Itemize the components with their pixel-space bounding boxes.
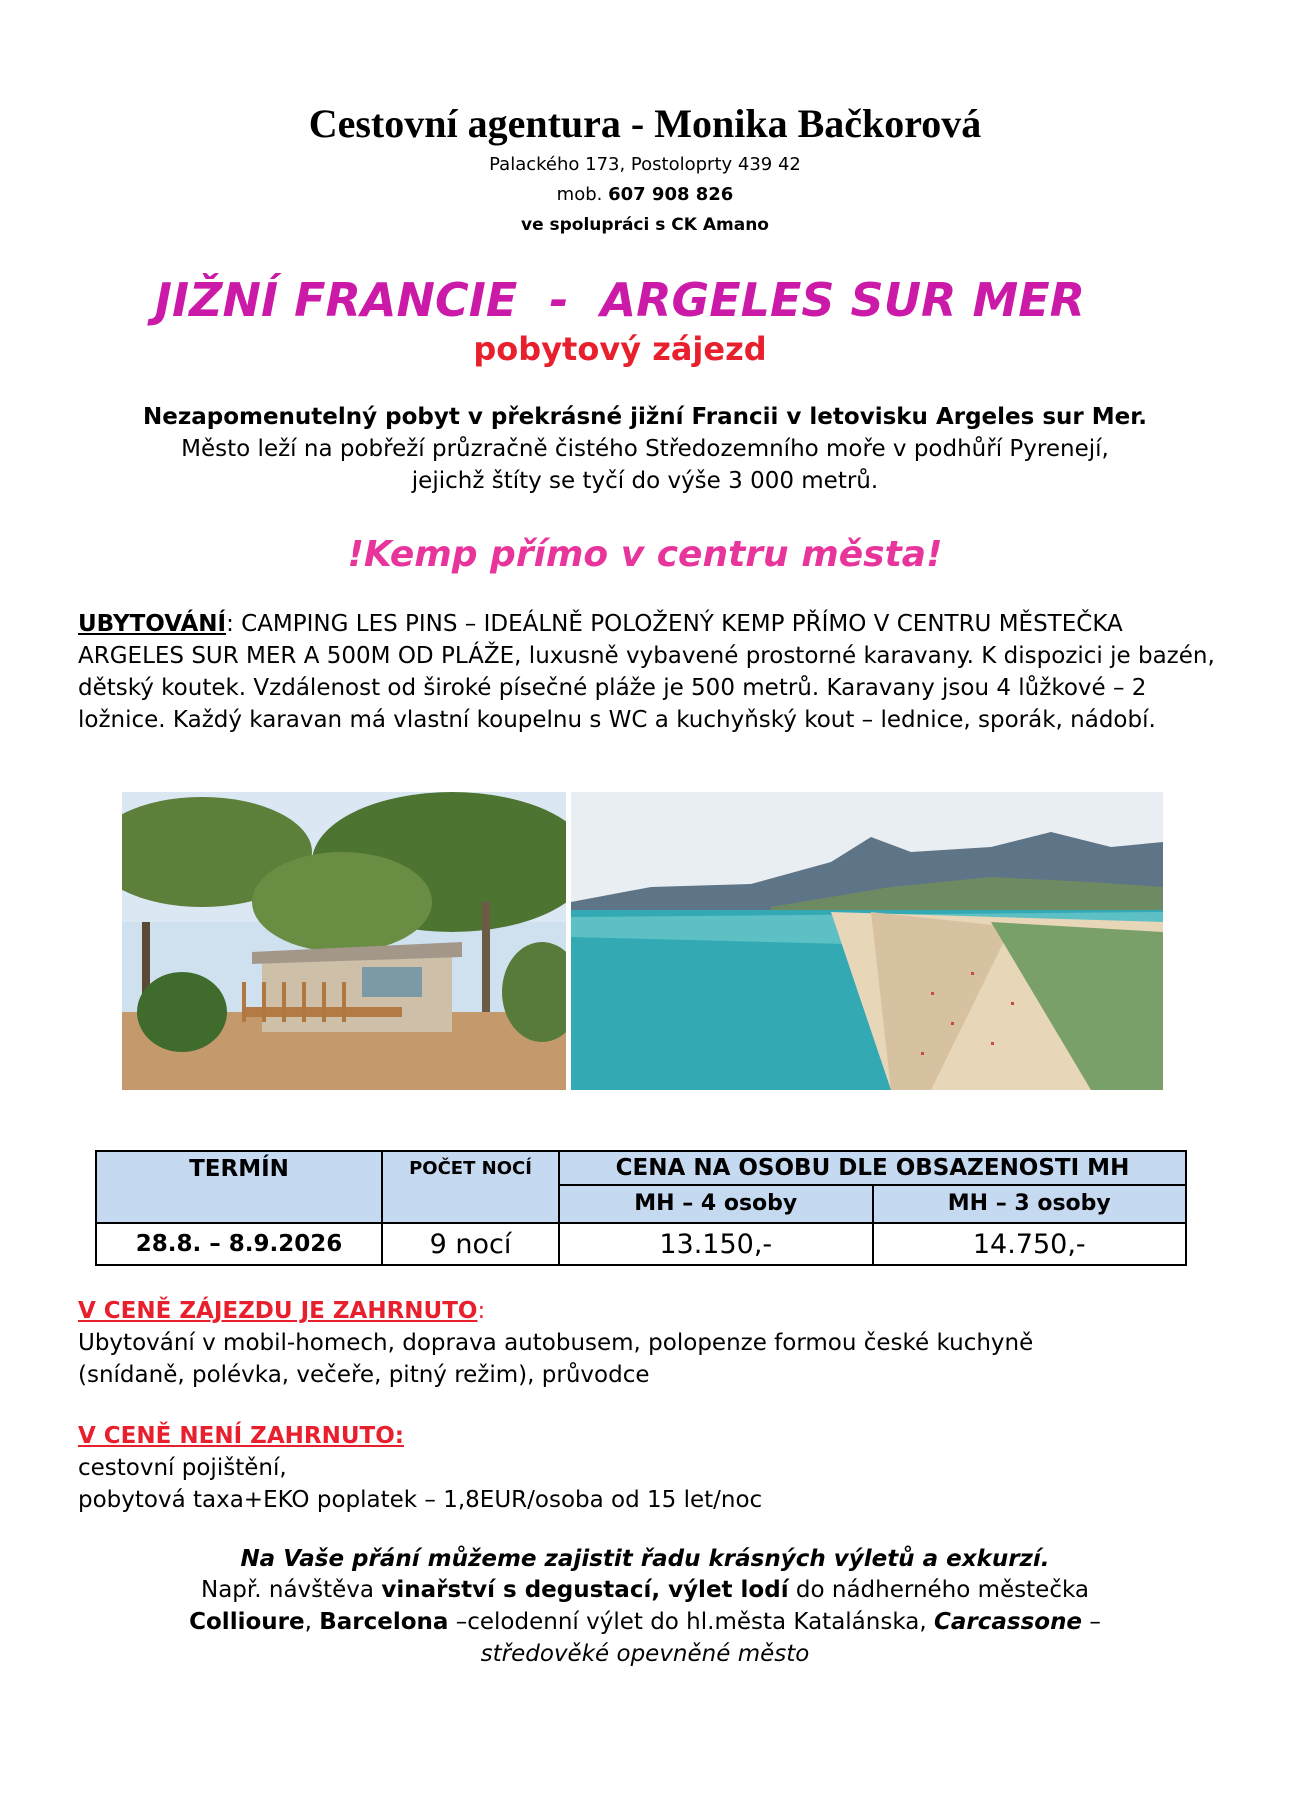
header-nights: POČET NOCÍ bbox=[382, 1151, 559, 1223]
trips-line-1 bbox=[0, 1577, 1290, 1603]
trips-text: Např. návštěva bbox=[201, 1577, 382, 1603]
trips-text: – bbox=[1082, 1609, 1101, 1635]
accommodation-heading: UBYTOVÁNÍ bbox=[78, 611, 227, 637]
header-term: TERMÍN bbox=[96, 1151, 382, 1223]
header-price-4: MH – 4 osoby bbox=[559, 1185, 873, 1223]
trips-line-3: středověké opevněné město bbox=[480, 1641, 810, 1667]
cell-nights: 9 nocí bbox=[382, 1223, 559, 1265]
accommodation-text: : CAMPING LES PINS – IDEÁLNĚ POLOŽENÝ KEMP PŘÍMO V CENTRU MĚSTEČKA ARGELES SUR MER A 500M OD PLÁŽE, luxusně vybavené prostorné karavany. K dispozici je bazén, dětský koutek. Vzdálenost od široké písečné pláže je 500 metrů. Karavany jsou 4 lůžkové – 2 ložnice. Každý karavan má vlastní koupelnu s WC a kuchyňský kout – lednice, sporák, nádobí. bbox=[78, 611, 1215, 733]
agency-address: Palackého 173, Postoloprty 439 42 bbox=[489, 154, 801, 175]
excluded-heading: V CENĚ NENÍ ZAHRNUTO: bbox=[78, 1423, 404, 1449]
trips-line-2 bbox=[0, 1609, 1290, 1635]
agency-phone-line bbox=[0, 184, 1290, 205]
excluded-line-2: pobytová taxa+EKO poplatek – 1,8EUR/osoba od 15 let/noc bbox=[78, 1487, 763, 1513]
trips-text: , bbox=[304, 1609, 320, 1635]
cell-price-4: 13.150,- bbox=[559, 1223, 873, 1265]
trips-collioure: Collioure bbox=[189, 1609, 305, 1635]
included-line-1: Ubytování v mobil-homech, doprava autobusem, polopenze formou české kuchyně bbox=[78, 1330, 1034, 1356]
accommodation-paragraph bbox=[78, 608, 1218, 736]
partner-note: ve spolupráci s CK Amano bbox=[520, 215, 769, 235]
trips-text: –celodenní výlet do hl.města Katalánska, bbox=[448, 1609, 934, 1635]
trips-text: do nádherného městečka bbox=[788, 1577, 1089, 1603]
camp-photo bbox=[122, 792, 566, 1090]
camp-photo-image bbox=[122, 792, 566, 1090]
camp-highlight: !Kemp přímo v centru města! bbox=[347, 534, 943, 575]
header-price-3: MH – 3 osoby bbox=[873, 1185, 1187, 1223]
main-title: JIŽNÍ FRANCIE - ARGELES SUR MER bbox=[154, 273, 1086, 327]
intro-line-1: Město leží na pobřeží průzračně čistého Středozemního moře v podhůří Pyrenejí, bbox=[181, 436, 1109, 462]
table-row bbox=[96, 1223, 1186, 1265]
intro-headline: Nezapomenutelný pobyt v překrásné jižní Francii v letovisku Argeles sur Mer. bbox=[142, 404, 1148, 430]
beach-photo bbox=[571, 792, 1163, 1090]
beach-photo-image bbox=[571, 792, 1163, 1090]
excluded-line-1: cestovní pojištění, bbox=[78, 1455, 287, 1481]
phone-number: 607 908 826 bbox=[608, 184, 734, 205]
included-heading: V CENĚ ZÁJEZDU JE ZAHRNUTO bbox=[78, 1298, 478, 1324]
phone-prefix: mob. bbox=[556, 184, 609, 205]
header-price: CENA NA OSOBU DLE OBSAZENOSTI MH bbox=[559, 1151, 1186, 1185]
trips-barcelona: Barcelona bbox=[319, 1609, 449, 1635]
included-colon: : bbox=[477, 1298, 486, 1324]
included-section bbox=[78, 1295, 1228, 1391]
intro-line-2: jejichž štíty se tyčí do výše 3 000 metrů. bbox=[411, 468, 879, 494]
subtitle: pobytový zájezd bbox=[473, 330, 767, 368]
price-table bbox=[95, 1150, 1187, 1266]
trips-carcassone: Carcassone bbox=[933, 1609, 1083, 1635]
included-line-2: (snídaně, polévka, večeře, pitný režim), průvodce bbox=[78, 1362, 650, 1388]
agency-name: Cestovní agentura - Monika Bačkorová bbox=[308, 101, 982, 146]
cell-term: 28.8. – 8.9.2026 bbox=[96, 1223, 382, 1265]
cell-price-3: 14.750,- bbox=[873, 1223, 1187, 1265]
excluded-section bbox=[78, 1420, 1228, 1516]
trips-winery: vinařství s degustací, výlet lodí bbox=[381, 1577, 789, 1603]
trips-heading: Na Vaše přání můžeme zajistit řadu krásných výletů a exkurzí. bbox=[240, 1546, 1050, 1572]
